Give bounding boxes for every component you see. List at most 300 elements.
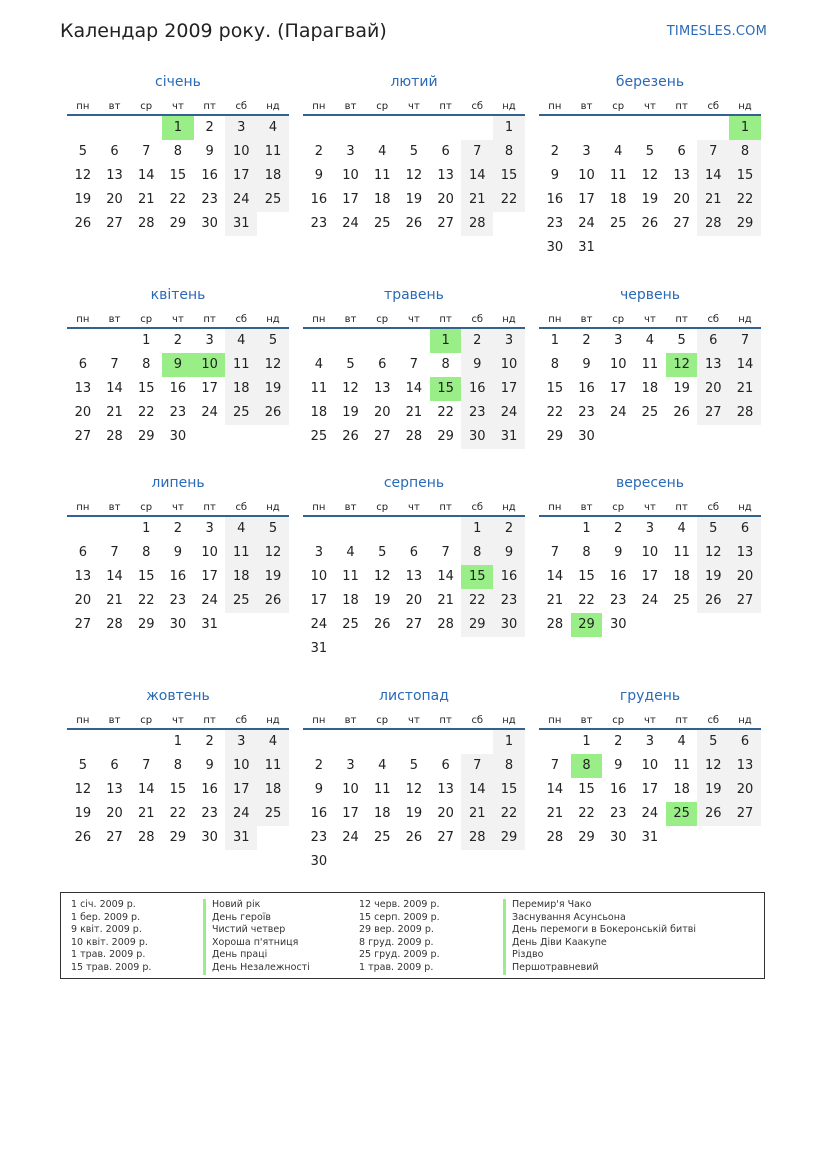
day-cell: 16	[201, 168, 218, 183]
legend-holiday-name: День праці	[203, 949, 310, 962]
empty-cell	[303, 730, 335, 754]
day-cell: 13	[697, 353, 729, 377]
weekday-label: вт	[344, 101, 357, 112]
day-cell: 8	[142, 545, 151, 560]
day-cell: 30	[169, 617, 187, 632]
weekday-label: нд	[738, 101, 752, 112]
page-title: Календар 2009 року. (Парагвай)	[60, 20, 387, 42]
day-cell: 13	[729, 754, 761, 778]
holiday-day: 8	[571, 754, 603, 778]
holiday-day: 29	[571, 613, 603, 637]
day-cell: 6	[697, 329, 729, 353]
day-cell: 12	[641, 168, 659, 183]
day-cell: 9	[314, 782, 323, 797]
weekday-label: вт	[108, 314, 121, 325]
day-cell: 3	[645, 521, 655, 536]
day-cell: 19	[405, 192, 423, 207]
day-cell: 28	[461, 826, 493, 850]
day-grid	[67, 517, 289, 637]
day-cell: 4	[314, 357, 323, 372]
day-cell: 5	[409, 758, 419, 773]
month-7	[67, 473, 289, 637]
day-cell: 29	[578, 830, 595, 845]
day-cell: 9	[205, 758, 214, 773]
weekday-label: пт	[675, 502, 688, 513]
day-cell: 30	[546, 240, 564, 255]
weekday-label: вт	[580, 101, 593, 112]
day-cell: 9	[582, 357, 591, 372]
month-name: листопад	[379, 688, 449, 704]
day-cell: 20	[673, 192, 690, 207]
holiday-legend	[60, 892, 765, 979]
day-cell: 11	[225, 353, 257, 377]
site-link[interactable]: TIMESLES.COM	[666, 24, 767, 39]
day-cell: 18	[673, 569, 690, 584]
day-cell: 8	[461, 541, 493, 565]
day-cell: 9	[314, 168, 323, 183]
day-cell: 17	[641, 569, 659, 584]
day-cell: 5	[78, 758, 87, 773]
day-cell: 7	[142, 144, 151, 159]
weekday-label: пн	[76, 101, 90, 112]
day-cell: 10	[609, 357, 627, 372]
empty-cell	[99, 329, 131, 353]
weekday-label: нд	[266, 101, 280, 112]
weekday-label: ср	[376, 502, 389, 513]
weekday-label: ср	[612, 715, 625, 726]
day-cell: 3	[314, 545, 323, 560]
weekday-header	[303, 706, 525, 726]
day-cell: 30	[578, 429, 595, 444]
day-cell: 31	[201, 617, 218, 632]
day-cell: 26	[697, 802, 729, 826]
day-cell: 25	[673, 593, 690, 608]
day-cell: 1	[582, 734, 591, 749]
weekday-label: чт	[172, 101, 184, 112]
day-cell: 18	[310, 405, 328, 420]
empty-cell	[335, 329, 367, 353]
day-cell: 8	[142, 357, 151, 372]
day-cell: 17	[578, 192, 595, 207]
weekday-label: пт	[675, 101, 688, 112]
month-5	[303, 285, 525, 449]
day-cell: 7	[461, 754, 493, 778]
day-cell: 24	[225, 802, 257, 826]
day-cell: 29	[137, 429, 155, 444]
day-cell: 21	[106, 405, 123, 420]
day-cell: 11	[673, 545, 690, 560]
weekday-label: чт	[644, 715, 656, 726]
day-cell: 23	[201, 806, 218, 821]
day-cell: 2	[550, 144, 559, 159]
legend-holiday-date: 1 трав. 2009 р.	[359, 961, 434, 973]
day-cell: 30	[609, 830, 627, 845]
day-cell: 19	[257, 377, 289, 401]
weekday-label: пн	[548, 314, 562, 325]
day-cell: 23	[201, 192, 218, 207]
weekday-label: пн	[312, 314, 326, 325]
day-cell: 25	[609, 216, 627, 231]
day-cell: 29	[461, 613, 493, 637]
day-cell: 10	[225, 754, 257, 778]
day-cell: 31	[578, 240, 595, 255]
day-cell: 11	[641, 357, 659, 372]
day-cell: 5	[378, 545, 387, 560]
weekday-label: пн	[312, 101, 326, 112]
weekday-label: вт	[344, 314, 357, 325]
day-cell: 18	[373, 806, 391, 821]
legend-holiday-name: День Діви Каакупе	[503, 937, 696, 950]
weekday-label: пн	[76, 502, 90, 513]
day-cell: 21	[405, 405, 423, 420]
day-cell: 10	[225, 140, 257, 164]
weekday-label: ср	[140, 314, 153, 325]
day-cell: 24	[310, 617, 328, 632]
weekday-label: сб	[707, 715, 720, 726]
weekday-label: пт	[439, 715, 452, 726]
day-cell: 8	[493, 140, 525, 164]
day-cell: 6	[110, 144, 119, 159]
legend-holiday-date: 1 бер. 2009 р.	[71, 911, 141, 923]
day-cell: 10	[342, 168, 359, 183]
empty-cell	[602, 116, 634, 140]
weekday-label: сб	[235, 314, 248, 325]
day-cell: 14	[546, 782, 564, 797]
month-name: червень	[619, 287, 681, 303]
day-cell: 25	[342, 617, 359, 632]
day-cell: 18	[257, 778, 289, 802]
weekday-label: пт	[203, 715, 216, 726]
weekday-header	[303, 92, 525, 112]
day-cell: 15	[169, 782, 187, 797]
weekday-header	[539, 305, 761, 325]
day-cell: 27	[74, 617, 92, 632]
day-cell: 16	[493, 565, 525, 589]
weekday-header	[67, 706, 289, 726]
day-cell: 2	[173, 521, 183, 536]
day-cell: 17	[201, 381, 218, 396]
weekday-label: вт	[344, 715, 357, 726]
legend-holiday-date: 15 серп. 2009 р.	[359, 911, 440, 923]
day-cell: 1	[142, 333, 151, 348]
day-cell: 4	[225, 329, 257, 353]
month-1	[67, 72, 289, 236]
day-cell: 23	[609, 806, 627, 821]
day-cell: 29	[137, 617, 155, 632]
day-cell: 2	[205, 120, 214, 135]
legend-holiday-date: 1 січ. 2009 р.	[71, 899, 136, 910]
month-3	[539, 72, 761, 260]
day-cell: 24	[342, 216, 359, 231]
day-cell: 5	[677, 333, 686, 348]
month-10	[67, 686, 289, 850]
month-11	[303, 686, 525, 874]
legend-right-dates	[359, 899, 440, 975]
day-cell: 20	[729, 565, 761, 589]
empty-cell	[430, 517, 462, 541]
day-cell: 28	[461, 212, 493, 236]
day-cell: 5	[257, 329, 289, 353]
day-cell: 25	[257, 188, 289, 212]
day-cell: 22	[137, 593, 155, 608]
weekday-label: ср	[140, 715, 153, 726]
day-grid	[303, 730, 525, 874]
day-cell: 30	[169, 429, 187, 444]
day-cell: 16	[461, 377, 493, 401]
day-cell: 16	[609, 782, 627, 797]
day-cell: 20	[106, 192, 123, 207]
day-cell: 11	[373, 168, 391, 183]
day-cell: 12	[257, 353, 289, 377]
day-cell: 12	[405, 168, 423, 183]
legend-left-dates	[71, 899, 151, 975]
weekday-label: нд	[266, 314, 280, 325]
day-cell: 19	[697, 778, 729, 802]
day-cell: 11	[673, 758, 690, 773]
day-cell: 21	[137, 806, 155, 821]
day-cell: 12	[74, 168, 92, 183]
weekday-label: сб	[235, 101, 248, 112]
day-cell: 15	[137, 569, 155, 584]
day-cell: 19	[641, 192, 659, 207]
day-cell: 27	[437, 830, 454, 845]
day-cell: 19	[257, 565, 289, 589]
day-cell: 23	[461, 401, 493, 425]
day-cell: 6	[409, 545, 419, 560]
weekday-label: чт	[644, 314, 656, 325]
weekday-header	[67, 305, 289, 325]
day-cell: 29	[493, 826, 525, 850]
day-cell: 4	[614, 144, 623, 159]
empty-cell	[67, 116, 99, 140]
day-cell: 6	[110, 758, 119, 773]
empty-cell	[539, 116, 571, 140]
day-cell: 16	[578, 381, 595, 396]
day-cell: 12	[697, 754, 729, 778]
day-cell: 8	[582, 545, 591, 560]
day-cell: 31	[225, 212, 257, 236]
day-cell: 2	[493, 517, 525, 541]
day-cell: 27	[405, 617, 423, 632]
day-cell: 13	[437, 168, 454, 183]
weekday-label: пн	[548, 502, 562, 513]
day-cell: 12	[74, 782, 92, 797]
legend-right-names	[503, 899, 696, 975]
legend-holiday-date: 8 груд. 2009 р.	[359, 936, 434, 948]
day-cell: 4	[378, 758, 387, 773]
day-cell: 27	[697, 401, 729, 425]
day-cell: 7	[441, 545, 450, 560]
month-9	[539, 473, 761, 637]
day-cell: 21	[546, 593, 564, 608]
day-cell: 8	[173, 144, 183, 159]
day-cell: 24	[225, 188, 257, 212]
day-cell: 20	[74, 593, 92, 608]
legend-holiday-name: Хороша п'ятниця	[203, 937, 310, 950]
weekday-label: вт	[580, 314, 593, 325]
weekday-header	[539, 92, 761, 112]
weekday-label: пт	[675, 314, 688, 325]
day-cell: 3	[346, 144, 355, 159]
day-cell: 11	[257, 140, 289, 164]
day-cell: 14	[697, 164, 729, 188]
day-cell: 17	[641, 782, 659, 797]
weekday-label: сб	[707, 314, 720, 325]
day-cell: 26	[641, 216, 659, 231]
weekday-label: пт	[203, 314, 216, 325]
day-cell: 30	[201, 216, 218, 231]
day-cell: 10	[578, 168, 595, 183]
day-grid	[303, 329, 525, 449]
day-cell: 25	[373, 830, 391, 845]
day-cell: 23	[493, 589, 525, 613]
day-cell: 7	[142, 758, 151, 773]
day-cell: 27	[729, 802, 761, 826]
weekday-label: ср	[612, 314, 625, 325]
day-cell: 16	[201, 782, 218, 797]
day-cell: 18	[673, 782, 690, 797]
day-cell: 14	[461, 778, 493, 802]
day-cell: 18	[373, 192, 391, 207]
day-cell: 17	[201, 569, 218, 584]
day-cell: 22	[546, 405, 564, 420]
empty-cell	[634, 116, 666, 140]
empty-cell	[571, 116, 603, 140]
day-cell: 30	[461, 425, 493, 449]
day-cell: 13	[437, 782, 454, 797]
empty-cell	[697, 116, 729, 140]
day-cell: 15	[493, 778, 525, 802]
weekday-label: нд	[266, 502, 280, 513]
weekday-label: сб	[707, 101, 720, 112]
holiday-day: 12	[666, 353, 698, 377]
day-cell: 17	[609, 381, 627, 396]
day-cell: 23	[310, 216, 328, 231]
day-cell: 29	[546, 429, 564, 444]
empty-cell	[366, 517, 398, 541]
day-cell: 24	[641, 806, 659, 821]
day-cell: 26	[697, 589, 729, 613]
day-cell: 15	[493, 164, 525, 188]
day-cell: 4	[677, 734, 686, 749]
day-cell: 24	[578, 216, 595, 231]
day-cell: 8	[493, 754, 525, 778]
day-cell: 7	[729, 329, 761, 353]
day-cell: 11	[310, 381, 328, 396]
day-cell: 13	[373, 381, 391, 396]
day-cell: 4	[378, 144, 387, 159]
empty-cell	[398, 116, 430, 140]
day-cell: 30	[201, 830, 218, 845]
day-cell: 11	[373, 782, 391, 797]
legend-holiday-name: Різдво	[503, 949, 696, 962]
empty-cell	[335, 116, 367, 140]
weekday-label: ср	[376, 715, 389, 726]
day-cell: 10	[641, 758, 659, 773]
day-cell: 23	[609, 593, 627, 608]
holiday-day: 1	[162, 116, 194, 140]
day-cell: 4	[225, 517, 257, 541]
day-cell: 7	[550, 758, 559, 773]
day-cell: 5	[409, 144, 419, 159]
day-cell: 8	[441, 357, 450, 372]
day-cell: 16	[310, 192, 328, 207]
day-cell: 22	[578, 593, 595, 608]
weekday-label: нд	[502, 101, 516, 112]
holiday-day: 15	[461, 565, 493, 589]
day-cell: 20	[106, 806, 123, 821]
empty-cell	[303, 116, 335, 140]
day-cell: 26	[74, 216, 92, 231]
day-cell: 22	[493, 802, 525, 826]
day-cell: 26	[257, 401, 289, 425]
day-cell: 5	[697, 517, 729, 541]
weekday-label: ср	[612, 101, 625, 112]
day-cell: 7	[409, 357, 419, 372]
empty-cell	[461, 730, 493, 754]
weekday-header	[67, 92, 289, 112]
day-cell: 17	[493, 377, 525, 401]
day-cell: 4	[677, 521, 686, 536]
day-cell: 5	[346, 357, 355, 372]
day-cell: 23	[546, 216, 564, 231]
empty-cell	[303, 329, 335, 353]
empty-cell	[430, 116, 462, 140]
day-grid	[303, 116, 525, 236]
weekday-label: чт	[408, 314, 420, 325]
day-cell: 18	[225, 377, 257, 401]
day-cell: 15	[578, 569, 595, 584]
day-cell: 16	[310, 806, 328, 821]
day-cell: 2	[461, 329, 493, 353]
day-cell: 28	[106, 429, 123, 444]
day-cell: 11	[225, 541, 257, 565]
empty-cell	[303, 517, 335, 541]
day-cell: 9	[550, 168, 559, 183]
legend-holiday-name: День перемоги в Бокеронській битві	[503, 924, 696, 937]
day-cell: 14	[461, 164, 493, 188]
day-cell: 21	[137, 192, 155, 207]
day-cell: 8	[173, 758, 183, 773]
day-cell: 18	[641, 381, 659, 396]
weekday-header	[539, 493, 761, 513]
day-grid	[303, 517, 525, 661]
weekday-label: пт	[439, 502, 452, 513]
day-cell: 27	[106, 830, 123, 845]
day-cell: 3	[614, 333, 623, 348]
day-cell: 3	[205, 521, 214, 536]
legend-holiday-date: 12 черв. 2009 р.	[359, 899, 440, 910]
day-cell: 19	[673, 381, 690, 396]
empty-cell	[366, 730, 398, 754]
day-cell: 11	[257, 754, 289, 778]
weekday-label: сб	[471, 715, 484, 726]
day-cell: 31	[310, 641, 328, 656]
day-cell: 12	[257, 541, 289, 565]
month-name: квітень	[150, 287, 206, 303]
weekday-label: пт	[203, 502, 216, 513]
day-cell: 25	[310, 429, 328, 444]
legend-holiday-date: 25 груд. 2009 р.	[359, 949, 440, 961]
day-cell: 3	[225, 116, 257, 140]
day-cell: 26	[342, 429, 359, 444]
day-cell: 22	[169, 806, 187, 821]
day-cell: 25	[373, 216, 391, 231]
day-cell: 26	[673, 405, 690, 420]
weekday-label: чт	[172, 502, 184, 513]
day-cell: 2	[582, 333, 591, 348]
empty-cell	[67, 730, 99, 754]
